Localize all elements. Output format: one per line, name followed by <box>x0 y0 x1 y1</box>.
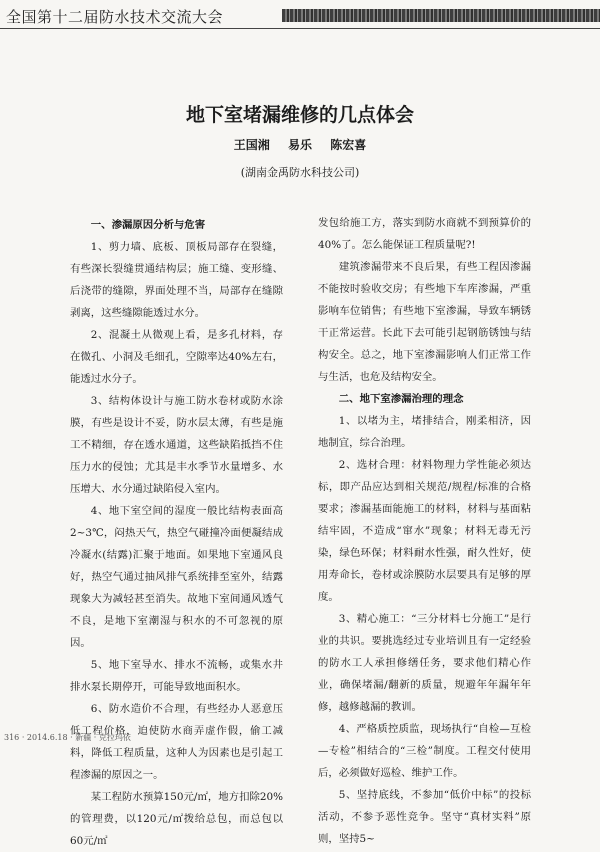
affiliation: (湖南金禹防水科技公司) <box>240 166 360 179</box>
running-header <box>0 0 600 34</box>
authors <box>0 136 600 153</box>
paragraph: 5、地下室导水、排水不流畅，或集水井排水泵长期停开，可能导致地面积水。 <box>70 659 283 693</box>
section-heading: 一、渗漏原因分析与危害 <box>90 219 206 231</box>
author-name: 王国湘 <box>233 138 270 152</box>
right-column <box>318 212 531 850</box>
paragraph: 1、剪力墙、底板、顶板局部存在裂缝，有些深长裂缝贯通结构层；施工缝、变形缝、后浇带的缝隙，界面处理不当，局部存在缝隙剥离，这些缝隙能透过水分。 <box>70 241 283 319</box>
running-header-title: 全国第十二届防水技术交流大会 <box>6 8 224 26</box>
article-title: 地下室堵漏维修的几点体会 <box>185 104 414 126</box>
paragraph: 某工程防水预算150元/㎡，地方扣除20%的管理费，以120元/㎡拨给总包，而总包以60元/㎡ <box>70 791 283 847</box>
header-decorative-bar <box>282 9 600 22</box>
paragraph: 4、地下室空间的湿度一般比结构表面高2~3℃，闷热天气，热空气碰撞冷面便凝结成冷凝水(结露)汇聚于地面。如果地下室通风良好，热空气通过抽风排气系统排至室外，结露现象大为减轻甚至消失。故地下室间通风透气不良，是地下室潮湿与积水的不可忽视的原因。 <box>70 505 283 649</box>
paragraph: 2、混凝土从微观上看，是多孔材料，存在微孔、小洞及毛细孔，空隙率达40%左右，能透过水分子。 <box>70 329 283 385</box>
paragraph: 3、精心施工：“三分材料七分施工”是行业的共识。要挑选经过专业培训且有一定经验的防水工人承担修缮任务，要求他们精心作业，确保堵漏/翻新的质量，规避年年漏年年修，越修越漏的教训。 <box>318 613 531 713</box>
author-name: 易乐 <box>287 138 312 152</box>
paragraph: 1、以堵为主，堵排结合，刚柔相济，因地制宜，综合治理。 <box>318 415 531 449</box>
header-rule <box>0 28 600 29</box>
paragraph: 建筑渗漏带来不良后果，有些工程因渗漏不能按时验收交房；有些地下车库渗漏，严重影响车位销售；有些地下室渗漏，导致车辆锈干正常运营。长此下去可能引起钢筋锈蚀与结构安全。总之，地下室渗漏影响人们正常工作与生活，也危及结构安全。 <box>318 261 531 383</box>
paragraph: 发包给施工方，落实到防水商就不到预算价的40%了。怎么能保证工程质量呢?! <box>318 217 531 251</box>
paragraph: 4、严格质控质监，现场执行“自检—互检—专检”相结合的“三检”制度。工程交付使用后，必须做好巡检、维护工作。 <box>318 723 531 779</box>
author-name: 陈宏喜 <box>330 138 367 152</box>
paragraph: 6、防水造价不合理，有些经办人恶意压低工程价格，迫使防水商弄虚作假，偷工减料，降低工程质量，这种人为因素也是引起工程渗漏的原因之一。 <box>70 703 283 781</box>
section-heading: 二、地下室渗漏治理的理念 <box>338 393 464 405</box>
paragraph: 3、结构体设计与施工防水卷材或防水涂膜，有些是设计不妥，防水层太薄，有些是施工不精细，存在透水通道，这些缺陷抵挡不住压力水的侵蚀；尤其是丰水季节水量增多、水压增大、水分通过缺陷侵入室内。 <box>70 395 283 495</box>
left-column <box>70 214 283 852</box>
paragraph: 2、选材合理：材料物理力学性能必须达标，即产品应达到相关规范/规程/标准的合格要求；渗漏基面能施工的材料，材料与基面粘结牢固，不造成“窜水”现象；材料无毒无污染，绿色环保；材料耐水性强，耐久性好，使用寿命长，卷材或涂膜防水层要具有足够的厚度。 <box>318 459 531 603</box>
paragraph: 5、坚持底线，不参加“低价中标”的投标活动，不参予恶性竞争。坚守“真材实料”原则，坚持5~ <box>318 789 531 845</box>
page-footer: 316 · 2014.6.18 · 新疆 · 克拉玛依 <box>4 733 131 742</box>
